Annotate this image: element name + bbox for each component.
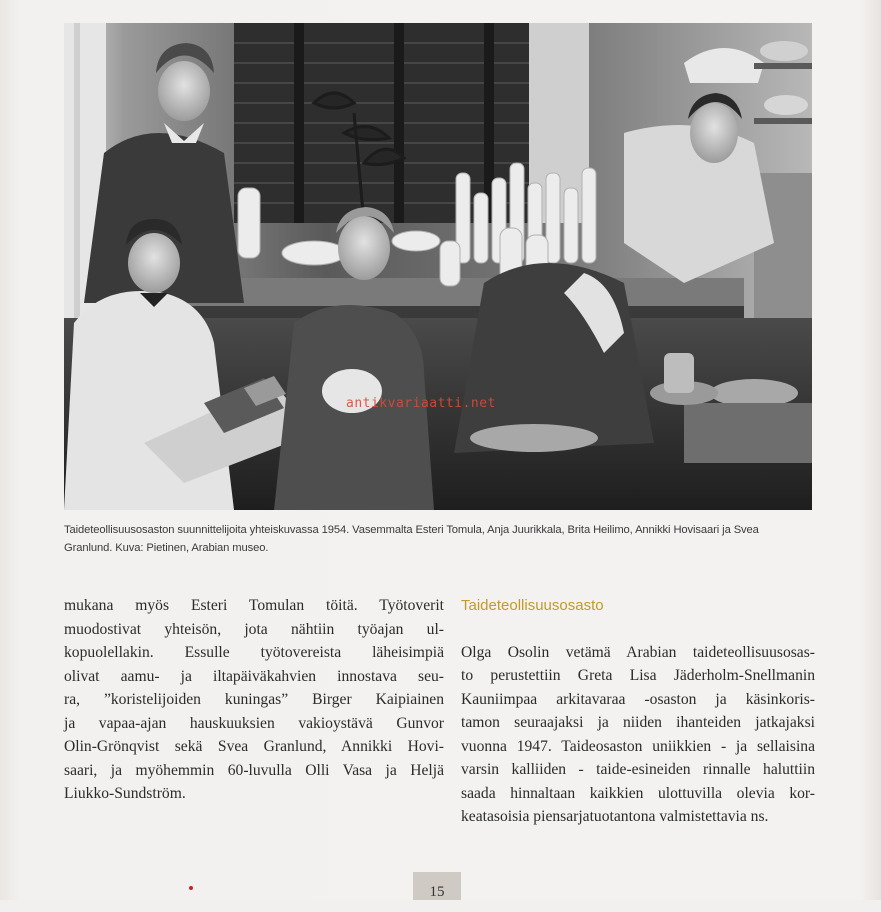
photograph-image <box>64 23 812 510</box>
page-number-box <box>413 872 461 900</box>
right-line: tamon seuraajaksi ja niiden ihanteiden jatkajaksi <box>461 714 815 731</box>
right-line: keatasoisia piensarjatuotantona valmistettavia ns. <box>461 808 769 825</box>
right-line: varsin kalliiden - taide-esineiden rinnalle haluttiin <box>461 761 815 778</box>
studio-photograph <box>64 23 812 510</box>
left-line: ra, ”koristelijoiden kuningas” Birger Kaipiainen <box>64 691 444 708</box>
left-text-column <box>64 594 444 806</box>
right-text-column <box>461 594 815 829</box>
caption-line-1: Taideteollisuusosaston suunnittelijoita yhteiskuvassa 1954. Vasemmalta Esteri Tomula, Anja Juurikkala, Brita Heilimo, Annikki Hovisaari ja Svea <box>64 524 759 536</box>
right-line: to perustettiin Greta Lisa Jäderholm-Snellmanin <box>461 667 815 684</box>
right-line: Olga Osolin vetämä Arabian taideteollisuusosas- <box>461 643 815 661</box>
watermark-text: antikvariaatti.net <box>346 396 496 411</box>
caption-line-2: Granlund. Kuva: Pietinen, Arabian museo. <box>64 542 269 554</box>
left-line: muodostivat yhteisön, jota nähtiin työajan ul- <box>64 620 444 638</box>
right-line: saada hinnaltaan kaikkien ulottuvilla olevia kor- <box>461 784 815 802</box>
page-number: 15 <box>429 884 445 900</box>
photo-caption <box>64 521 814 557</box>
right-line: Kauniimpaa arkitavaraa -osaston ja käsinkoris- <box>461 690 815 708</box>
section-heading: Taideteollisuusosasto <box>461 597 604 614</box>
left-line: kopuolellakin. Essulle työtovereista läheisimpiä <box>64 644 444 661</box>
left-line: Olin-Grönqvist sekä Svea Granlund, Annikki Hovi- <box>64 738 444 755</box>
red-dot-mark <box>189 886 193 890</box>
left-line: ja vapaa-ajan hauskuuksien vakioystävä Gunvor <box>64 714 444 732</box>
left-line: olivat aamu- ja iltapäiväkahvien innostava seu- <box>64 667 444 685</box>
left-line: saari, ja myöhemmin 60-luvulla Olli Vasa ja Heljä <box>64 761 444 779</box>
left-line: mukana myös Esteri Tomulan töitä. Työtoverit <box>64 597 444 614</box>
left-line: Liukko-Sundström. <box>64 785 186 802</box>
right-line: vuonna 1947. Taideosaston uniikkien - ja sellaisina <box>461 737 815 755</box>
